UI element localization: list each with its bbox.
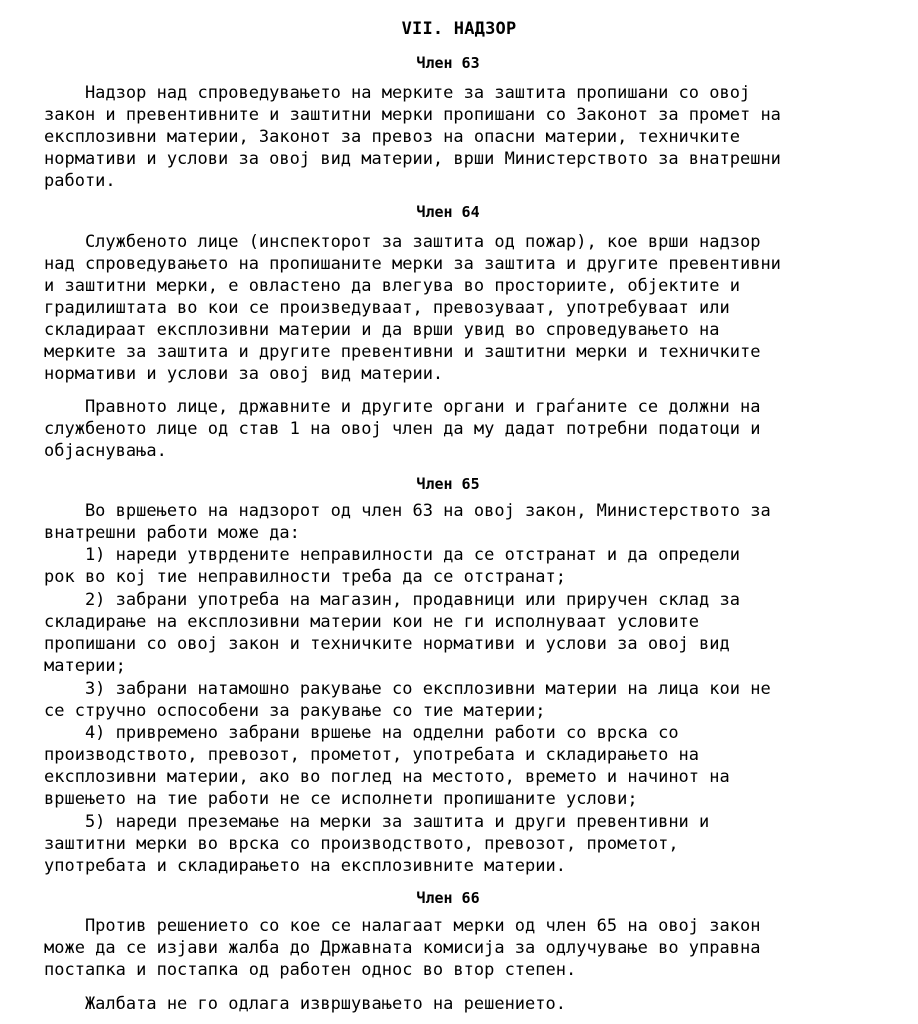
text-line: 4) привремено забрани вршење на одделни работи со врска со: [44, 723, 679, 743]
text-line: работи.: [44, 171, 116, 191]
text-line: Надзор над спроведувањето на мерките за заштита пропишани со овој: [44, 83, 751, 103]
text-line: Против решението со кое се налагаат мерки од член 65 на овој закон: [44, 916, 761, 936]
text-line: материи;: [44, 656, 126, 676]
text-line: може да се изјави жалба до Државната комисија за одлучување во управна: [44, 938, 761, 958]
text-line: над спроведувањето на пропишаните мерки за заштита и другите превентивни: [44, 254, 781, 274]
text-line: внатрешни работи може да:: [44, 523, 300, 543]
text-line: мерките за заштита и другите превентивни и заштитни мерки и техничките: [44, 342, 761, 362]
text-line: Во вршењето на надзорот од член 63 на овој закон, Министерството за: [44, 501, 771, 521]
text-line: 2) забрани употреба на магазин, продавници или приручен склад за: [44, 590, 740, 610]
text-line: експлозивни материи, Законот за превоз на опасни материи, техничките: [44, 127, 740, 147]
text-line: пропишани со овој закон и техничките нормативи и услови за овој вид: [44, 634, 730, 654]
text-line: Жалбата не го одлага извршувањето на решението.: [44, 994, 566, 1014]
text-line: 5) нареди преземање на мерки за заштита и други превентивни и: [44, 812, 710, 832]
text-line: постапка и постапка од работен однос во втор степен.: [44, 960, 577, 980]
text-line: складираат експлозивни материи и да врши увид во спроведувањето на: [44, 320, 720, 340]
text-line: Правното лице, државните и другите органи и граѓаните се должни на: [44, 397, 761, 417]
text-line: употребата и складирањето на експлозивните материи.: [44, 856, 566, 876]
article-heading: Член 64: [416, 203, 480, 221]
text-line: експлозивни материи, ако во поглед на местото, времето и начинот на: [44, 767, 730, 787]
text-line: објаснувања.: [44, 441, 167, 461]
text-line: складирање на експлозивни материи кои не ги исполнуваат условите: [44, 612, 700, 632]
text-line: производството, превозот, прометот, употребата и складирањето на: [44, 745, 700, 765]
article-heading: Член 63: [416, 54, 480, 72]
text-line: 3) забрани натамошно ракување со експлозивни материи на лица кои не: [44, 679, 771, 699]
text-line: службеното лице од став 1 на овој член да му дадат потребни податоци и: [44, 419, 761, 439]
article-heading: Член 66: [416, 889, 480, 907]
text-line: Службеното лице (инспекторот за заштита од пожар), кое врши надзор: [44, 232, 761, 252]
text-line: се стручно оспособени за ракување со тие материи;: [44, 701, 546, 721]
text-line: нормативи и услови за овој вид материи.: [44, 364, 444, 384]
text-line: вршењето на тие работи не се исполнети пропишаните услови;: [44, 789, 638, 809]
text-line: градилиштата во кои се произведуваат, превозуваат, употребуваат или: [44, 298, 730, 318]
text-line: 1) нареди утврдените неправилности да се отстранат и да определи: [44, 545, 740, 565]
text-line: заштитни мерки во врска со производството, превозот, прометот,: [44, 834, 679, 854]
text-line: рок во кој тие неправилности треба да се отстранат;: [44, 567, 566, 587]
text-line: нормативи и услови за овој вид материи, врши Министерството за внатрешни: [44, 149, 781, 169]
article-heading: Член 65: [416, 475, 480, 493]
section-title: VII. НАДЗОР: [401, 19, 517, 39]
text-line: закон и превентивните и заштитни мерки пропишани со Законот за промет на: [44, 105, 781, 125]
text-line: и заштитни мерки, е овластено да влегува во просториите, објектите и: [44, 276, 740, 296]
